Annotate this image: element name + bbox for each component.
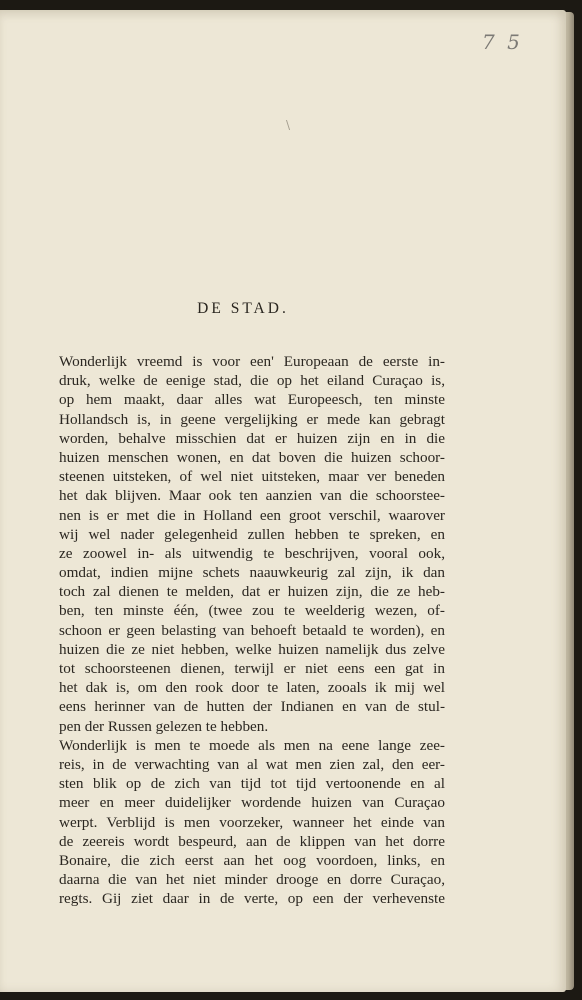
- text-line: wij wel nader gelegenheid zullen hebben te spreken, en: [59, 525, 445, 543]
- text-line: ben, ten minste één, (twee zou te weelderig wezen, of-: [59, 602, 445, 620]
- text-line: huizen die ze niet hebben, welke huizen namelijk dus zelve: [59, 640, 445, 658]
- chapter-heading: DE STAD.: [197, 300, 289, 317]
- text-line: Hollandsch is, in geene vergelijking er mede kan gebragt: [59, 410, 445, 428]
- text-line: eens herinner van de hutten der Indianen en van de stul-: [59, 698, 445, 716]
- text-line: pen der Russen gelezen te hebben.: [59, 717, 269, 735]
- text-line: omdat, indien mijne schets naauwkeurig zal zijn, ik dan: [59, 564, 445, 582]
- text-line: steenen uitsteken, of wel niet uitsteken, maar ver beneden: [59, 468, 445, 486]
- text-line: tot schoorsteenen dienen, terwijl er niet eens een gat in: [59, 660, 445, 677]
- handwritten-page-number: 7 5: [482, 30, 523, 54]
- text-line: regts. Gij ziet daar in de verte, op een der verhevenste: [59, 890, 445, 908]
- text-line: reis, in de verwachting van al wat men zien zal, den eer-: [59, 755, 445, 773]
- text-line: ze zoowel in- als uitwendig te beschrijven, vooral ook,: [59, 544, 445, 562]
- text-line: Bonaire, die zich eerst aan het oog voordoen, links, en: [59, 851, 445, 869]
- text-line: worden, behalve misschien dat er huizen zijn en in die: [59, 429, 445, 447]
- text-line: toch zal dienen te melden, dat er huizen zijn, die ze heb-: [59, 583, 445, 601]
- text-line: het dak is, om den rook door te laten, zooals ik mij wel: [59, 679, 445, 697]
- text-line: meer en meer duidelijker wordende huizen van Curaçao: [59, 794, 445, 812]
- text-line: Wonderlijk is men te moede als men na eene lange zee-: [59, 736, 445, 754]
- text-line: het dak blijven. Maar ook ten aanzien van die schoorstee-: [59, 487, 445, 505]
- body-text: [59, 352, 445, 908]
- text-line: op hem maakt, daar alles wat Europeesch, ten minste: [59, 391, 445, 409]
- text-line: druk, welke de eenige stad, die op het eiland Curaçao is,: [59, 372, 445, 390]
- text-line: schoon er geen belasting van behoeft betaald te worden), en: [59, 621, 445, 639]
- top-mark: \: [286, 118, 291, 132]
- text-line: de zeereis wordt bespeurd, aan de klippen van het dorre: [59, 832, 445, 850]
- text-line: nen is er met die in Holland een groot verschil, waarover: [59, 506, 445, 524]
- book-page: [0, 10, 566, 992]
- text-line: werpt. Verblijd is men voorzeker, wanneer het einde van: [59, 813, 445, 831]
- text-line: huizen menschen wonen, en dat boven die huizen schoor-: [59, 448, 445, 466]
- text-line: sten blik op de zich van tijd tot tijd vertoonende en al: [59, 775, 445, 793]
- text-line: Wonderlijk vreemd is voor een' Europeaan de eerste in-: [59, 353, 445, 370]
- text-line: daarna die van het niet minder drooge en dorre Curaçao,: [59, 871, 445, 889]
